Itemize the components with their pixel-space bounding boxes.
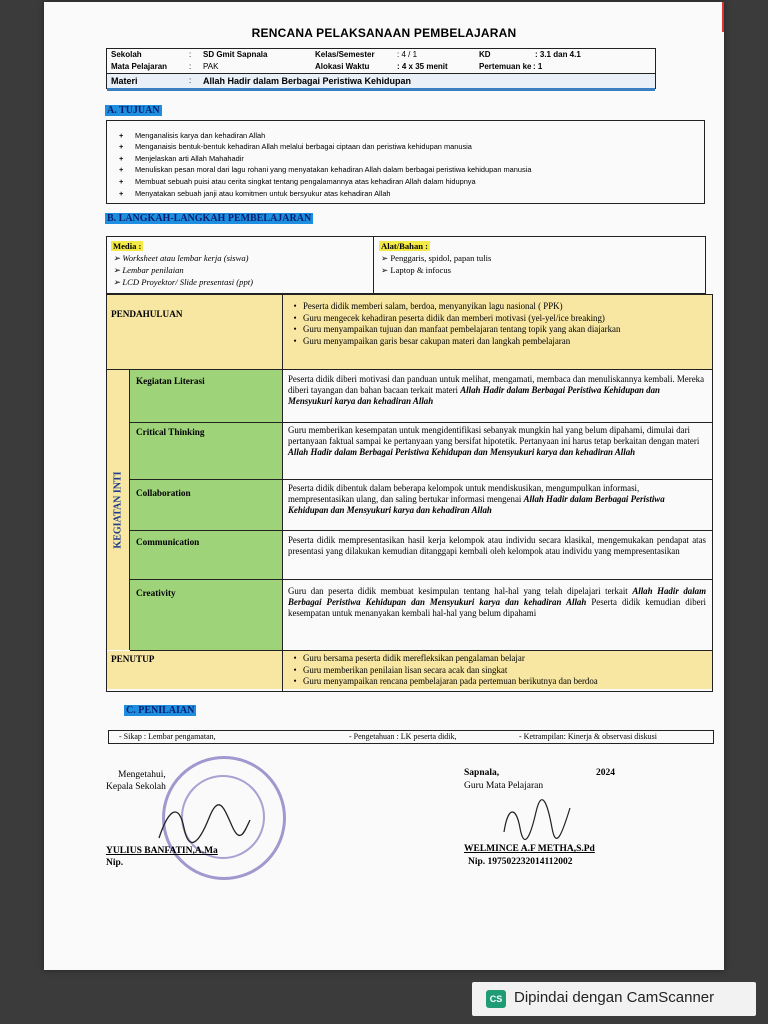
penilaian-heading: C. PENILAIAN bbox=[126, 705, 195, 716]
mapel-label: Mata Pelajaran bbox=[111, 62, 168, 71]
arrow-bullet-icon: ➢ bbox=[381, 265, 389, 275]
media-column bbox=[107, 237, 374, 293]
kd-label: KD bbox=[479, 50, 491, 59]
pendahuluan-row bbox=[107, 295, 712, 370]
inti-text-plain: Guru dan peserta didik membuat kesimpulan tentang hal-hal yang telah dipelajari terkait bbox=[288, 586, 628, 596]
inti-text-plain: Peserta didik kemudian diberi kesempatan untuk menanyakan kembali hal-hal yang belum dipahami bbox=[288, 597, 706, 619]
kegiatan-inti-side bbox=[107, 370, 130, 650]
penilaian-sikap: - Sikap : Lembar pengamatan, bbox=[119, 732, 216, 741]
tujuan-item-text: Menganaisis bentuk-bentuk kehadiran Allah melalui berbagai ciptaan dan peristiwa kehidupan manusia bbox=[135, 142, 472, 151]
kelas-value: : 4 / 1 bbox=[397, 50, 418, 59]
inti-text bbox=[288, 535, 706, 557]
inti-text-em: Allah Hadir dalam Berbagai Peristiwa Kehidupan dan Mensyukuri karya dan kehadiran Allah bbox=[288, 494, 665, 516]
headmaster-nip: Nip. bbox=[106, 858, 124, 868]
document-page bbox=[44, 2, 724, 970]
colon: : bbox=[189, 76, 192, 85]
plus-bullet: + bbox=[119, 142, 124, 151]
alat-item bbox=[381, 265, 451, 276]
sekolah-value: SD Gmit Sapnala bbox=[203, 50, 268, 59]
arrow-bullet-icon: ➢ bbox=[113, 277, 121, 287]
media-item-text: Worksheet atau lembar kerja (siswa) bbox=[122, 253, 249, 263]
penilaian-keterampilan: - Ketrampilan: Kinerja & observasi diskusi bbox=[519, 732, 657, 741]
tujuan-list bbox=[106, 120, 705, 204]
alokasi-label: Alokasi Waktu bbox=[315, 62, 370, 71]
teacher-nip: Nip. 197502232014112002 bbox=[468, 857, 573, 867]
header-underline bbox=[107, 88, 655, 91]
pertemuan-label: Pertemuan ke bbox=[479, 62, 532, 71]
inti-label: Kegiatan Literasi bbox=[136, 376, 205, 386]
kegiatan-inti-label: KEGIATAN INTI bbox=[112, 471, 124, 549]
alat-title: Alat/Bahan : bbox=[381, 241, 429, 251]
camscanner-text: Dipindai dengan CamScanner bbox=[514, 989, 715, 1006]
inti-label-cell bbox=[130, 370, 283, 422]
media-title: Media : bbox=[113, 241, 142, 251]
tujuan-item-text: Menuliskan pesan moral dari lagu rohani yang menyatakan kehadiran Allah dalam berbagai peristiwa kehidupan manusia bbox=[135, 165, 532, 174]
kepala-sekolah-title: Kepala Sekolah bbox=[106, 782, 166, 792]
media-item-text: Lembar penilaian bbox=[122, 265, 184, 275]
plus-bullet: + bbox=[119, 177, 124, 186]
inti-label: Creativity bbox=[136, 588, 176, 598]
inti-text bbox=[288, 425, 706, 459]
inti-label-cell bbox=[130, 423, 283, 479]
penilaian-pengetahuan: - Pengetahuan : LK peserta didik, bbox=[349, 732, 457, 741]
tujuan-item bbox=[119, 131, 265, 140]
column-divider bbox=[282, 295, 283, 691]
activity-table bbox=[106, 294, 713, 692]
inti-row-collaboration bbox=[130, 480, 712, 531]
tujuan-item-text: Menganalisis karya dan kehadiran Allah bbox=[135, 131, 266, 140]
arrow-bullet-icon: ➢ bbox=[381, 253, 389, 263]
materi-value: Allah Hadir dalam Berbagai Peristiwa Kehidupan bbox=[203, 76, 412, 86]
header-table bbox=[106, 48, 656, 89]
camscanner-watermark bbox=[472, 982, 756, 1016]
list-item: • Peserta didik memberi salam, berdoa, menyanyikan lagu nasional ( PPK) bbox=[287, 301, 620, 313]
list-item: • Guru menyampaikan garis besar cakupan materi dan langkah pembelajaran bbox=[287, 336, 620, 348]
inti-row-critical bbox=[130, 423, 712, 480]
inti-text-em: Allah Hadir dalam Berbagai Peristiwa Kehidupan dan Mensyukuri karya dan kehadiran Allah bbox=[288, 586, 706, 608]
camscanner-logo-icon: CS bbox=[486, 990, 506, 1008]
media-item bbox=[113, 277, 253, 288]
inti-text-em: Allah Hadir dalam Berbagai Peristiwa Kehidupan dan Mensyukuri karya dan kehadiran Allah bbox=[288, 385, 660, 407]
inti-label: Critical Thinking bbox=[136, 427, 205, 437]
plus-bullet: + bbox=[119, 189, 124, 198]
alat-item bbox=[381, 253, 491, 264]
header-row-2 bbox=[107, 61, 655, 73]
alat-column bbox=[373, 237, 705, 293]
mengetahui-text: Mengetahui, bbox=[118, 770, 166, 780]
sekolah-label: Sekolah bbox=[111, 50, 142, 59]
teacher-name: WELMINCE A.F METHA,S.Pd bbox=[464, 844, 595, 854]
teacher-signature bbox=[496, 798, 576, 844]
arrow-bullet-icon: ➢ bbox=[113, 265, 121, 275]
tujuan-item bbox=[119, 177, 476, 186]
inti-row-communication bbox=[130, 531, 712, 580]
inti-row-literasi bbox=[130, 370, 712, 423]
tujuan-heading: A. TUJUAN bbox=[107, 105, 160, 116]
penutup-list bbox=[287, 653, 598, 688]
penutup-row bbox=[107, 651, 712, 689]
plus-bullet: + bbox=[119, 165, 124, 174]
penilaian-box bbox=[108, 730, 714, 744]
inti-label-cell bbox=[130, 480, 283, 530]
inti-label-cell bbox=[130, 580, 283, 650]
materi-label: Materi bbox=[111, 76, 138, 86]
plus-bullet: + bbox=[119, 154, 124, 163]
list-item: • Guru bersama peserta didik merefleksikan pengalaman belajar bbox=[287, 653, 598, 665]
pendahuluan-label: PENDAHULUAN bbox=[111, 309, 183, 319]
pendahuluan-list bbox=[287, 301, 620, 347]
media-item bbox=[113, 265, 184, 276]
media-item-text: LCD Proyektor/ Slide presentasi (ppt) bbox=[122, 277, 253, 287]
headmaster-name: YULIUS BANFATIN,A.Ma bbox=[106, 846, 218, 856]
inti-label-cell bbox=[130, 531, 283, 579]
inti-text-em: Allah Hadir dalam Berbagai Peristiwa Kehidupan dan Mensyukuri karya dan kehadiran Allah bbox=[288, 447, 636, 458]
inti-text-plain: Peserta didik diberi motivasi dan panduan untuk melihat, mengamati, membaca dan menuliskannya kembali. Mereka diberi tayangan dan bahan bacaan terkait materi bbox=[288, 374, 705, 396]
tujuan-item-text: Menjelaskan arti Allah Mahahadir bbox=[135, 154, 244, 163]
inti-text-plain: Guru memberikan kesempatan untuk mengidentifikasi sebanyak mungkin hal yang belum dipahami, dimulai dari pertanyaan faktual sampai ke pertanyaan yang bersifat hipotetik. Pertanyaan ini harus tetap berkaitan dengan materi bbox=[288, 425, 700, 447]
inti-text-plain: Peserta didik dibentuk dalam beberapa kelompok untuk mendiskusikan, mengumpulkan informasi, mempresentasikan ulang, dan saling bertukar informasi mengenai bbox=[288, 483, 640, 505]
header-row-1 bbox=[107, 49, 655, 61]
list-item: • Guru memberikan penilaian lisan secara acak dan singkat bbox=[287, 665, 598, 677]
inti-row-creativity bbox=[130, 580, 712, 651]
header-row-materi bbox=[107, 73, 655, 88]
alat-item-text: Penggaris, spidol, papan tulis bbox=[390, 253, 492, 263]
tujuan-item bbox=[119, 189, 391, 198]
list-item: • Guru menyampaikan tujuan dan manfaat pembelajaran tentang topik yang akan diajarkan bbox=[287, 324, 620, 336]
penutup-label: PENUTUP bbox=[111, 654, 155, 664]
guru-title: Guru Mata Pelajaran bbox=[464, 781, 544, 791]
tujuan-item bbox=[119, 165, 531, 174]
alat-item-text: Laptop & infocus bbox=[390, 265, 451, 275]
alokasi-value: : 4 x 35 menit bbox=[397, 62, 448, 71]
tujuan-item-text: Membuat sebuah puisi atau cerita singkat tentang pengalamannya atas kehadiran Allah dalam hidupnya bbox=[135, 177, 476, 186]
kd-value: : 3.1 dan 4.1 bbox=[535, 50, 581, 59]
colon: : bbox=[189, 62, 192, 71]
place-date: Sapnala, bbox=[464, 768, 500, 778]
media-item bbox=[113, 253, 249, 264]
list-item: • Guru mengecek kehadiran peserta didik dan memberi motivasi (yel-yel/ice breaking) bbox=[287, 313, 620, 325]
mapel-value: PAK bbox=[203, 62, 219, 71]
media-alat-box bbox=[106, 236, 706, 294]
inti-label: Collaboration bbox=[136, 488, 191, 498]
inti-text-plain: Peserta didik mempresentasikan hasil kerja kelompok atau individu secara klasikal, mengemukakan pendapat atas presentasi yang dilakukan kemudian ditanggapi kembali oleh kelompok atau individu yang mempresentasikan bbox=[288, 535, 706, 557]
inti-text bbox=[288, 483, 706, 517]
pertemuan-value: : 1 bbox=[533, 62, 543, 71]
year: 2024 bbox=[596, 768, 615, 778]
inti-label: Communication bbox=[136, 537, 200, 547]
inti-text bbox=[288, 374, 706, 408]
tujuan-item bbox=[119, 154, 244, 163]
inti-text bbox=[288, 586, 706, 620]
headmaster-signature bbox=[154, 798, 254, 848]
tujuan-item bbox=[119, 142, 472, 151]
tujuan-item-text: Menyatakan sebuah janji atau komitmen untuk bersyukur atas kehadiran Allah bbox=[135, 189, 391, 198]
plus-bullet: + bbox=[119, 131, 124, 140]
arrow-bullet-icon: ➢ bbox=[113, 253, 121, 263]
langkah-heading: B. LANGKAH-LANGKAH PEMBELAJARAN bbox=[107, 213, 312, 224]
list-item: • Guru menyampaikan rencana pembelajaran pada pertemuan berikutnya dan berdoa bbox=[287, 676, 598, 688]
colon: : bbox=[189, 50, 192, 59]
kelas-label: Kelas/Semester bbox=[315, 50, 375, 59]
document-title: RENCANA PELAKSANAAN PEMBELAJARAN bbox=[251, 26, 517, 40]
